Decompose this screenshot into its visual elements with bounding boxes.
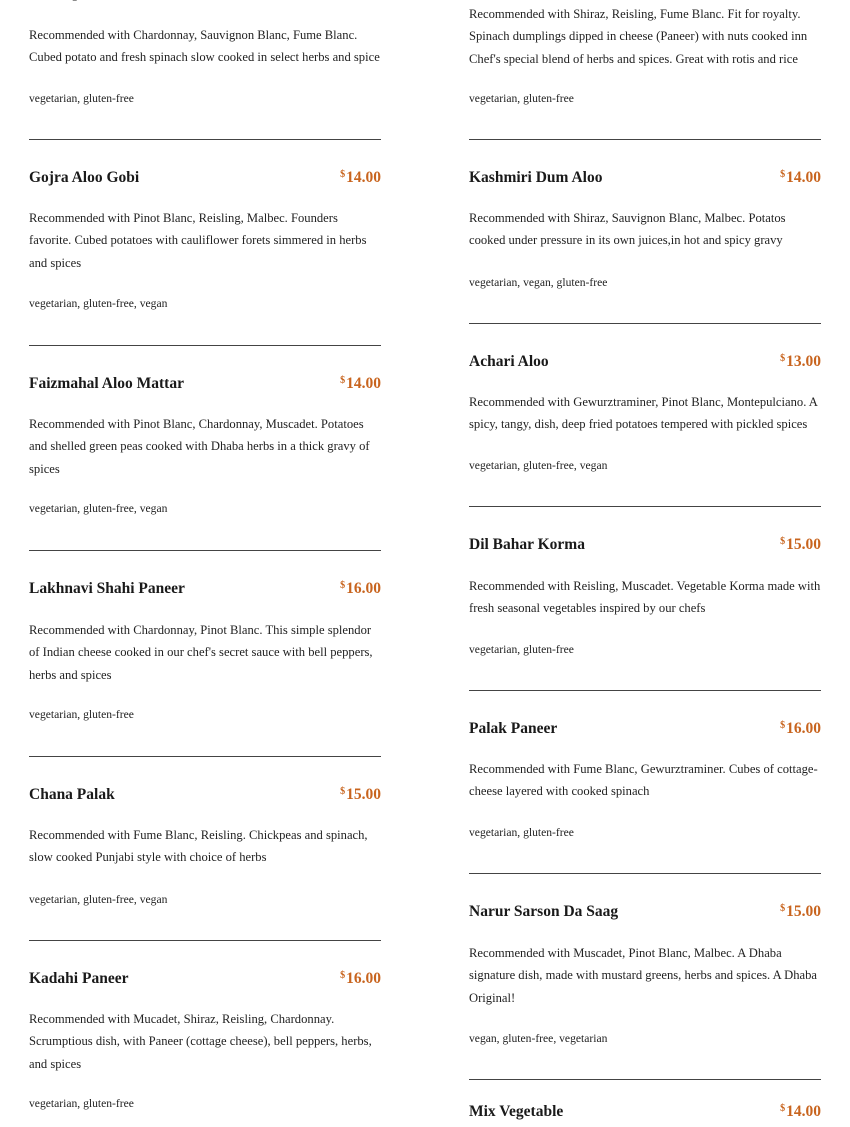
menu-item-header xyxy=(469,536,821,560)
dish-name xyxy=(29,0,163,2)
dish-price xyxy=(780,720,821,738)
dish-tags: vegetarian, gluten-free, vegan xyxy=(469,459,608,472)
divider xyxy=(29,139,381,140)
price-value: 15.00 xyxy=(786,903,821,920)
price-value: 14.00 xyxy=(786,1103,821,1120)
menu-item-header xyxy=(29,970,381,994)
divider xyxy=(469,139,821,140)
dish-price xyxy=(340,0,381,2)
dish-tags: vegetarian, gluten-free xyxy=(29,708,134,721)
price-value: 14.00 xyxy=(346,375,381,392)
dish-price xyxy=(340,375,381,393)
dish-name: Dil Bahar Korma xyxy=(469,536,585,553)
dish-description: Recommended with Chardonnay, Sauvignon Blanc, Fume Blanc. Cubed potato and fresh spinach slow cooked in select herbs and spice xyxy=(29,28,380,65)
dish-description: Recommended with Reisling, Muscadet. Vegetable Korma made with fresh seasonal vegetables inspired by our chefs xyxy=(469,579,821,616)
dish-name: Achari Aloo xyxy=(469,353,549,370)
currency-symbol: $ xyxy=(340,786,346,797)
dish-description: Recommended with Pinot Blanc, Reisling, Malbec. Founders favorite. Cubed potatoes with cauliflower forets simmered in herbs and spices xyxy=(29,211,367,270)
currency-symbol: $ xyxy=(780,1103,786,1114)
divider xyxy=(29,756,381,757)
dish-price xyxy=(340,169,381,187)
divider xyxy=(29,550,381,551)
dish-tags: vegetarian, gluten-free xyxy=(469,92,574,105)
dish-description: Recommended with Shiraz, Reisling, Fume Blanc. Fit for royalty. Spinach dumplings dipped in cheese (Paneer) with nuts cooked inn Chef's special blend of herbs and spices. Great with rotis and rice xyxy=(469,7,808,66)
dish-name: Mix Vegetable xyxy=(469,1103,564,1120)
dish-description: Recommended with Chardonnay, Pinot Blanc. This simple splendor of Indian cheese cooked in our chef's secret sauce with bell peppers, herbs and spices xyxy=(29,623,373,682)
dish-name: Faizmahal Aloo Mattar xyxy=(29,375,184,392)
dish-tags: vegan, gluten-free, vegetarian xyxy=(469,1032,608,1045)
dish-price xyxy=(780,353,821,371)
dish-description: Recommended with Fume Blanc, Reisling. Chickpeas and spinach, slow cooked Punjabi style with choice of herbs xyxy=(29,828,368,865)
dish-name: Palak Paneer xyxy=(469,720,558,737)
currency-symbol: $ xyxy=(780,720,786,731)
currency-symbol: $ xyxy=(780,169,786,180)
price-value: 16.00 xyxy=(346,970,381,987)
menu-item-header xyxy=(469,353,821,377)
price-value: 15.00 xyxy=(346,786,381,803)
menu-item-header xyxy=(29,375,381,399)
dish-description: Recommended with Gewurztraminer, Pinot Blanc, Montepulciano. A spicy, tangy, dish, deep fried potatoes tempered with pickled spices xyxy=(469,395,818,432)
dish-price xyxy=(340,970,381,988)
price-value: 13.00 xyxy=(786,353,821,370)
dish-tags: vegetarian, gluten-free xyxy=(469,643,574,656)
dish-price xyxy=(780,1103,821,1121)
dish-name: Gojra Aloo Gobi xyxy=(29,169,140,186)
dish-description: Recommended with Shiraz, Sauvignon Blanc, Malbec. Potatos cooked under pressure in its own juices,in hot and spicy gravy xyxy=(469,211,786,248)
dish-name: Kashmiri Dum Aloo xyxy=(469,169,603,186)
dish-name: Kadahi Paneer xyxy=(29,970,129,987)
dish-tags: vegetarian, gluten-free, vegan xyxy=(29,893,168,906)
price-value: 15.00 xyxy=(786,536,821,553)
divider xyxy=(469,323,821,324)
menu-item-header xyxy=(469,720,821,744)
price-value: 16.00 xyxy=(346,580,381,597)
divider xyxy=(29,940,381,941)
dish-description: Recommended with Mucadet, Shiraz, Reisling, Chardonnay. Scrumptious dish, with Paneer (cottage cheese), bell peppers, herbs, and spices xyxy=(29,1012,372,1071)
menu-item-header xyxy=(29,0,381,8)
divider xyxy=(469,690,821,691)
divider xyxy=(469,506,821,507)
price-value: 14.00 xyxy=(346,169,381,186)
currency-symbol: $ xyxy=(780,903,786,914)
currency-symbol: $ xyxy=(780,353,786,364)
dish-tags: vegetarian, gluten-free xyxy=(29,92,134,105)
dish-tags: vegetarian, vegan, gluten-free xyxy=(469,276,608,289)
divider xyxy=(469,873,821,874)
dish-price xyxy=(780,903,821,921)
dish-description: Recommended with Muscadet, Pinot Blanc, Malbec. A Dhaba signature dish, made with mustard greens, herbs and spices. A Dhaba Original! xyxy=(469,946,818,1005)
currency-symbol: $ xyxy=(340,169,346,180)
dish-tags: vegetarian, gluten-free xyxy=(469,826,574,839)
dish-price xyxy=(780,169,821,187)
divider xyxy=(29,345,381,346)
dish-name: Narur Sarson Da Saag xyxy=(469,903,619,920)
menu-item-header xyxy=(469,169,821,193)
menu-item-header xyxy=(469,903,821,927)
menu-item-header xyxy=(29,786,381,810)
dish-tags: vegetarian, gluten-free, vegan xyxy=(29,502,168,515)
dish-description: Recommended with Fume Blanc, Gewurztraminer. Cubes of cottage-cheese layered with cooked spinach xyxy=(469,762,818,799)
price-value xyxy=(346,0,381,1)
currency-symbol: $ xyxy=(780,536,786,547)
dish-tags: vegetarian, gluten-free, vegan xyxy=(29,297,168,310)
dish-name: Chana Palak xyxy=(29,786,115,803)
dish-tags: vegetarian, gluten-free xyxy=(29,1097,134,1110)
dish-name: Lakhnavi Shahi Paneer xyxy=(29,580,185,597)
divider xyxy=(469,1079,821,1080)
currency-symbol: $ xyxy=(340,375,346,386)
currency-symbol: $ xyxy=(340,970,346,981)
price-value: 16.00 xyxy=(786,720,821,737)
dish-price xyxy=(340,580,381,598)
menu-item-header xyxy=(469,1103,821,1127)
dish-description: Recommended with Pinot Blanc, Chardonnay, Muscadet. Potatoes and shelled green peas cooked with Dhaba herbs in a thick gravy of spices xyxy=(29,417,370,476)
price-value: 14.00 xyxy=(786,169,821,186)
menu-item-header xyxy=(29,169,381,193)
dish-price xyxy=(780,536,821,554)
currency-symbol: $ xyxy=(340,580,346,591)
menu-item-header xyxy=(29,580,381,604)
dish-price xyxy=(340,786,381,804)
